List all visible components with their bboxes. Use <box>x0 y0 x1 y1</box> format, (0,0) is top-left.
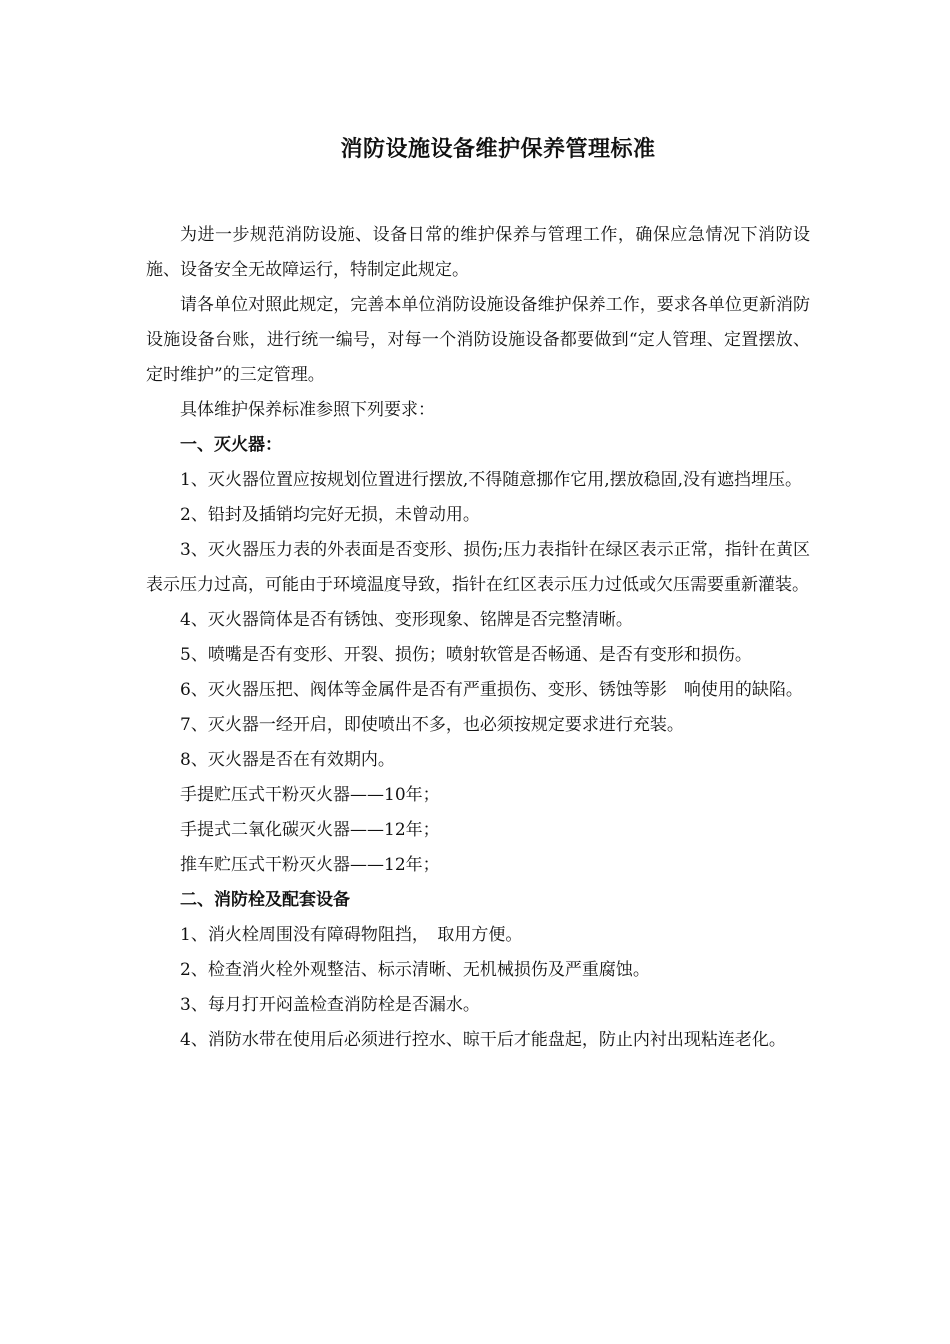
list-item: 6、灭火器压把、阀体等金属件是否有严重损伤、变形、锈蚀等影 响使用的缺陷。 <box>180 680 803 700</box>
list-item: 3、每月打开闷盖检查消防栓是否漏水。 <box>180 995 480 1015</box>
list-item: 4、消防水带在使用后必须进行控水、晾干后才能盘起，防止内衬出现粘连老化。 <box>180 1030 786 1050</box>
validity-item: 推车贮压式干粉灭火器——12年； <box>180 855 440 875</box>
paragraph-intro: 为进一步规范消防设施、设备日常的维护保养与管理工作，确保应急情况下消防设施、设备安全无故障运行，特制定此规定。 <box>146 225 810 280</box>
list-item: 3、灭火器压力表的外表面是否变形、损伤;压力表指针在绿区表示正常，指针在黄区表示压力过高，可能由于环境温度导致，指针在红区表示压力过低或欠压需要重新灌装。 <box>146 540 810 595</box>
list-item: 7、灭火器一经开启，即使喷出不多，也必须按规定要求进行充装。 <box>180 715 684 735</box>
document-body <box>146 218 810 1058</box>
section-heading-extinguisher: 一、灭火器： <box>180 435 282 455</box>
paragraph-requirement: 请各单位对照此规定，完善本单位消防设施设备维护保养工作，要求各单位更新消防设施设备台账，进行统一编号，对每一个消防设施设备都要做到“定人管理、定置摆放、定时维护”的三定管理。 <box>146 295 810 385</box>
paragraph-reference: 具体维护保养标准参照下列要求： <box>180 400 435 420</box>
list-item: 1、消火栓周围没有障碍物阻挡， 取用方便。 <box>180 925 523 945</box>
validity-item: 手提贮压式干粉灭火器——10年； <box>180 785 440 805</box>
section-heading-hydrant: 二、消防栓及配套设备 <box>180 890 350 910</box>
list-item: 8、灭火器是否在有效期内。 <box>180 750 395 770</box>
list-item: 4、灭火器筒体是否有锈蚀、变形现象、铭牌是否完整清晰。 <box>180 610 633 630</box>
document-title: 消防设施设备维护保养管理标准 <box>340 137 656 162</box>
list-item: 1、灭火器位置应按规划位置进行摆放,不得随意挪作它用,摆放稳固,没有遮挡埋压。 <box>180 470 803 490</box>
list-item: 2、铅封及插销均完好无损，未曾动用。 <box>180 505 480 525</box>
list-item: 2、检查消火栓外观整洁、标示清晰、无机械损伤及严重腐蚀。 <box>180 960 650 980</box>
list-item: 5、喷嘴是否有变形、开裂、损伤；喷射软管是否畅通、是否有变形和损伤。 <box>180 645 752 665</box>
validity-item: 手提式二氧化碳灭火器——12年； <box>180 820 440 840</box>
